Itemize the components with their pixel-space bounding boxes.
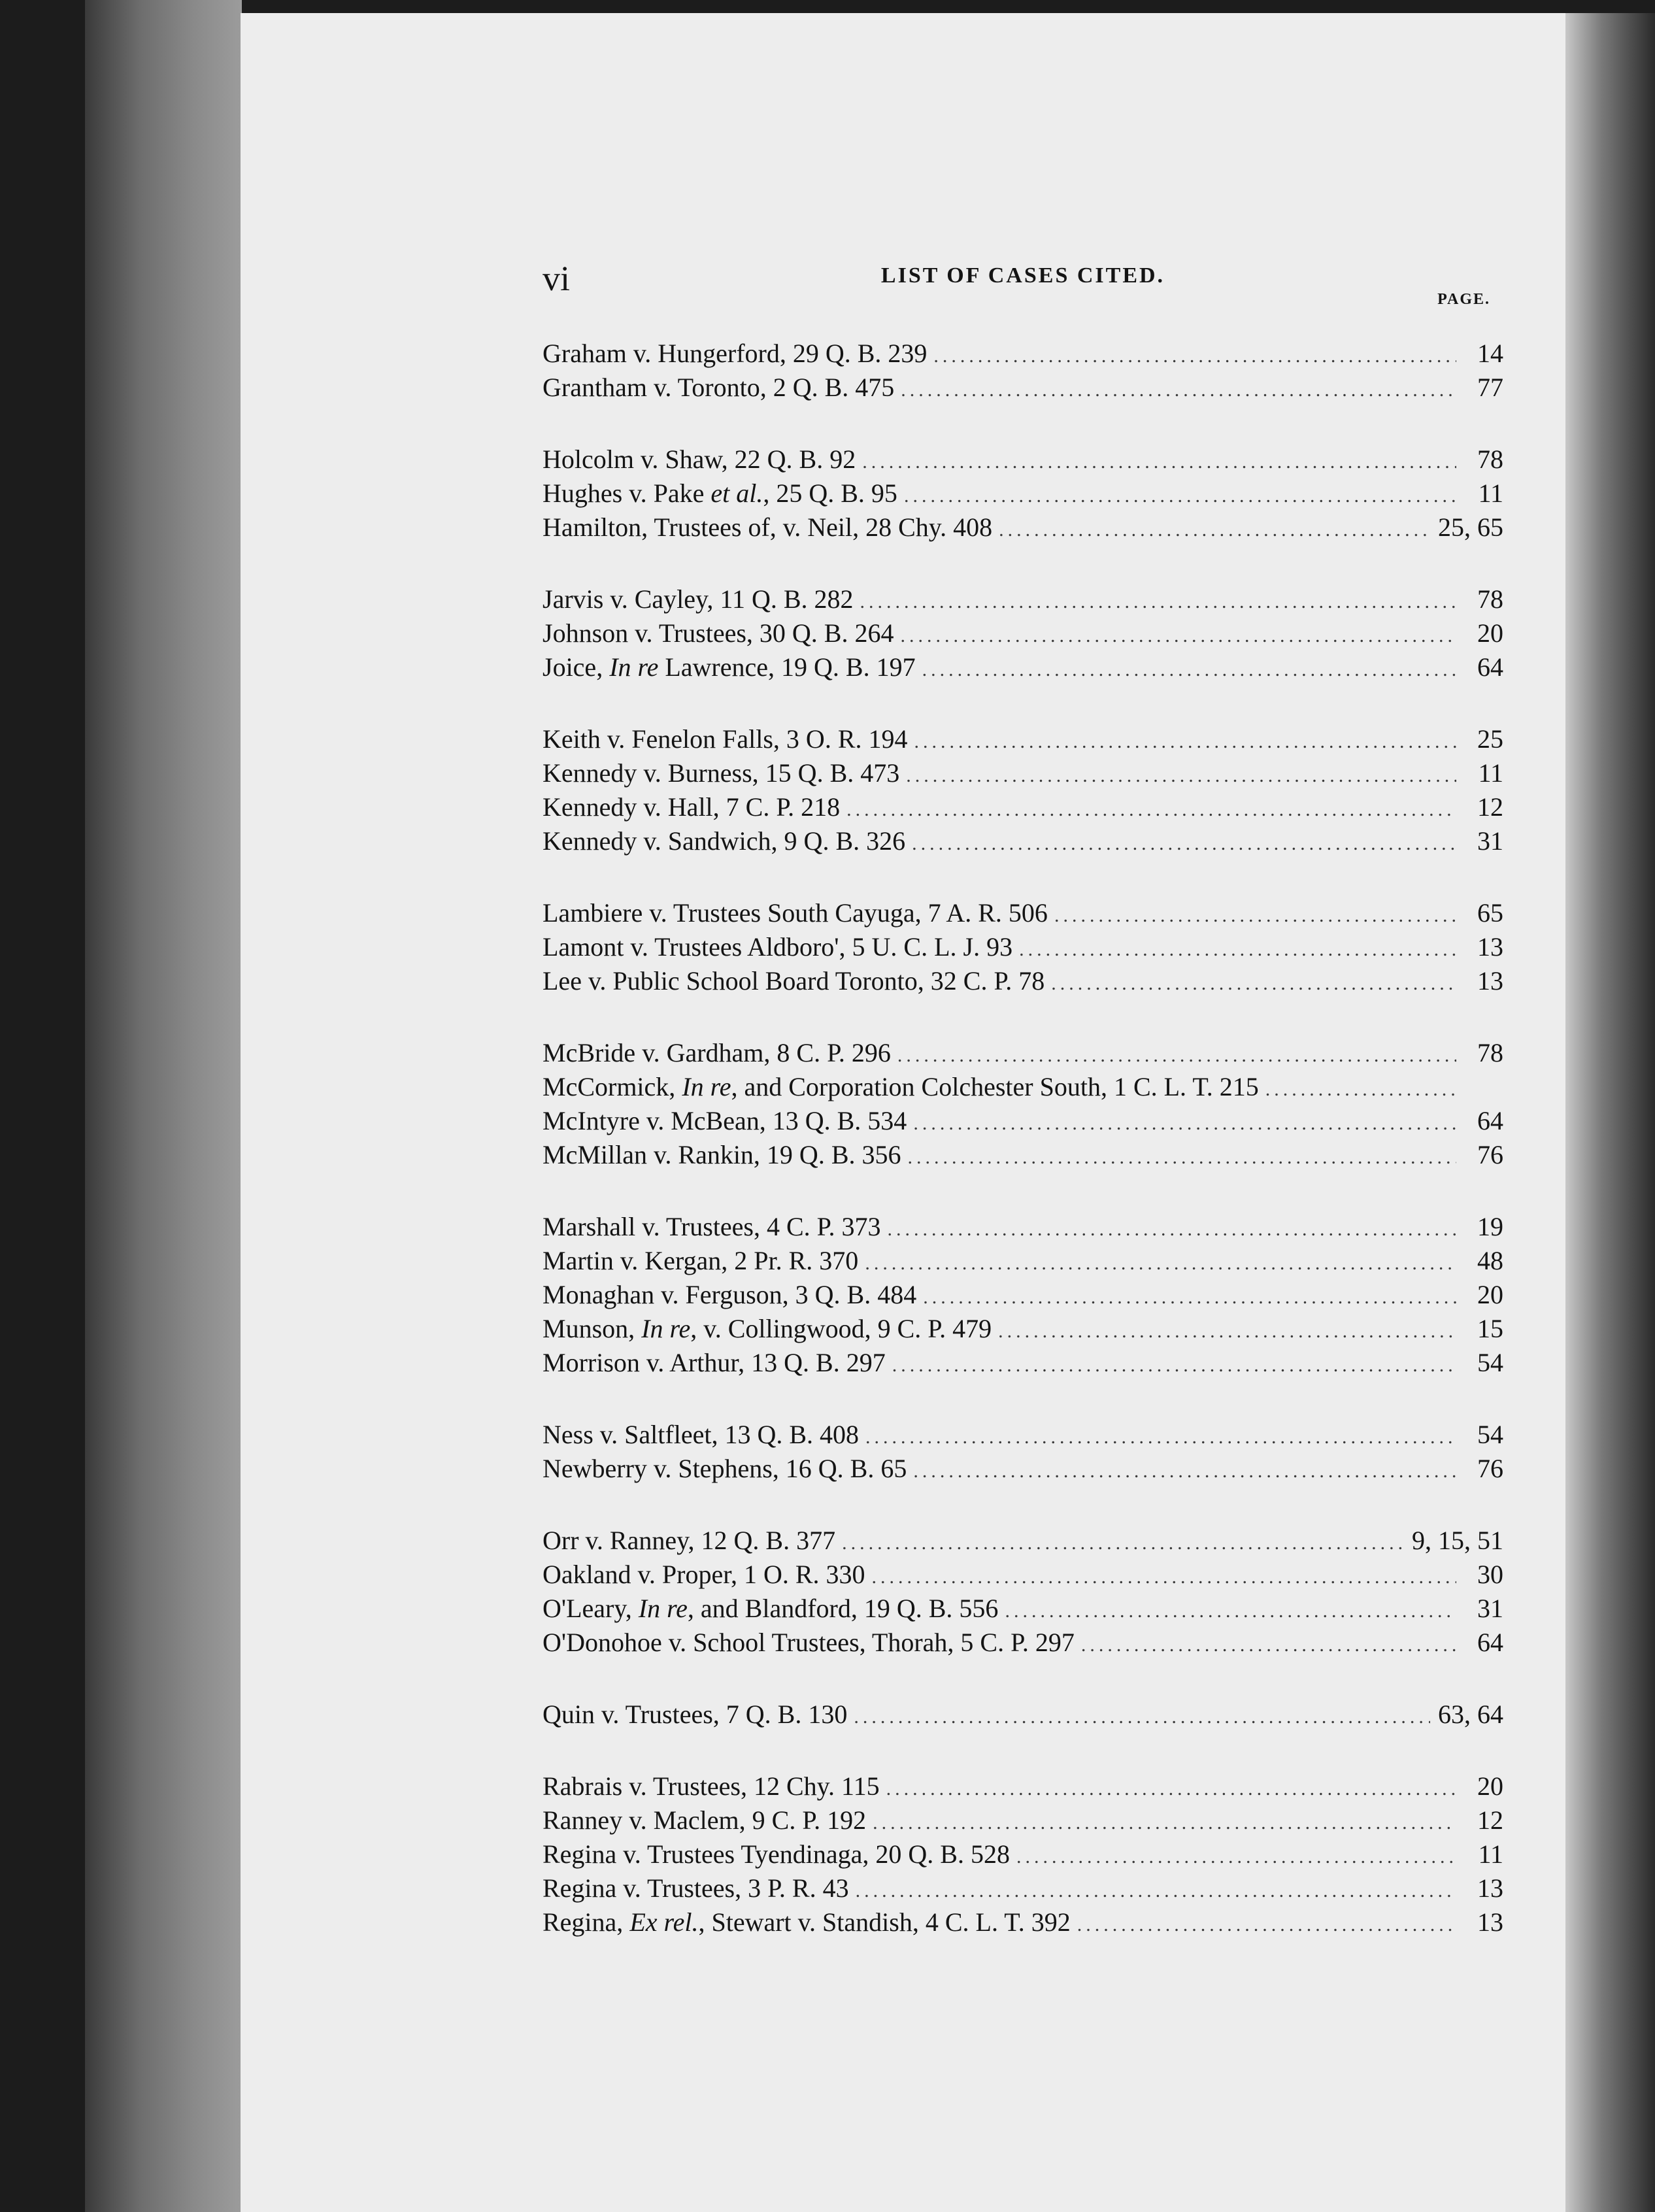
citation-text: Munson, [543,1314,642,1343]
case-entry [543,1524,1503,1558]
page-reference: 13 [1477,966,1503,996]
case-citation [543,1070,1265,1104]
dot-leader [906,759,1456,793]
citation-text: O'Leary, [543,1594,639,1623]
dot-leader [923,1281,1456,1315]
page-reference: 64 [1477,1628,1503,1657]
dot-leader [1016,1840,1456,1874]
dot-leader [901,373,1456,407]
dot-leader [998,1315,1456,1349]
case-citation [543,1905,1077,1939]
dot-leader [999,513,1430,547]
dot-leader [856,1874,1456,1908]
dot-leader [886,1772,1456,1806]
page-reference: 19 [1477,1212,1503,1241]
case-citation: Johnson v. Trustees, 30 Q. B. 264 [543,618,894,648]
case-citation [543,650,922,684]
dot-leader [865,1420,1456,1454]
case-group [543,443,1503,545]
dot-leader [914,725,1457,759]
case-group [543,337,1503,405]
dot-leader [887,1213,1456,1247]
case-citation: Ranney v. Maclem, 9 C. P. 192 [543,1805,867,1835]
dot-leader [897,1039,1456,1073]
case-citation [543,1312,998,1346]
case-entry [543,1244,1503,1278]
case-citation: Lee v. Public School Board Toronto, 32 C. P. 78 [543,966,1045,996]
case-citation: O'Donohoe v. School Trustees, Thorah, 5 C. P. 297 [543,1628,1075,1657]
page-header [543,258,1503,337]
case-group [543,1769,1503,1939]
page-reference: 11 [1478,1839,1503,1869]
case-citation: Regina v. Trustees Tyendinaga, 20 Q. B. 528 [543,1839,1010,1869]
page-reference: 20 [1477,1771,1503,1801]
page-reference: 12 [1477,792,1503,822]
dot-leader [913,1454,1456,1488]
case-citation: McMillan v. Rankin, 19 Q. B. 356 [543,1140,901,1169]
case-citation: McBride v. Gardham, 8 C. P. 296 [543,1038,891,1067]
dot-leader [865,1247,1456,1281]
case-entry [543,964,1503,998]
case-entry [543,1905,1503,1939]
page-edge-shadow [1565,13,1655,2212]
case-entry [543,371,1503,405]
citation-text: McCormick, [543,1072,682,1101]
dot-leader [846,793,1456,827]
page-reference: 13 [1477,1873,1503,1903]
case-citation: Quin v. Trustees, 7 Q. B. 130 [543,1700,848,1729]
page-reference: 54 [1477,1420,1503,1449]
page-reference: 25, 65 [1438,512,1503,542]
dot-leader [872,1560,1456,1594]
case-citation: Lamont v. Trustees Aldboro', 5 U. C. L. J. 93 [543,932,1013,962]
case-citation: Morrison v. Arthur, 13 Q. B. 297 [543,1348,886,1377]
case-entry [543,896,1503,930]
case-citation: Jarvis v. Cayley, 11 Q. B. 282 [543,584,854,614]
dot-leader [1005,1594,1456,1628]
dot-leader [908,1141,1457,1175]
case-citation: Kennedy v. Burness, 15 Q. B. 473 [543,758,900,788]
citation-italic-phrase: Ex rel. [629,1907,699,1937]
case-entry [543,511,1503,545]
page-reference: 13 [1477,932,1503,962]
running-title: LIST OF CASES CITED. [880,263,1165,288]
page-reference: 12 [1477,1805,1503,1835]
case-entry [543,1592,1503,1626]
case-citation: Rabrais v. Trustees, 12 Chy. 115 [543,1771,880,1801]
case-citation: Kennedy v. Hall, 7 C. P. 218 [543,792,841,822]
page-reference: 63, 64 [1438,1700,1503,1729]
dot-leader [933,339,1456,373]
dot-leader [873,1806,1456,1840]
case-citation: Holcolm v. Shaw, 22 Q. B. 92 [543,444,856,474]
page-reference: 76 [1477,1454,1503,1483]
dot-leader [1051,967,1456,1001]
citation-italic-phrase: et al. [710,478,763,508]
citation-text: Regina, [543,1907,630,1937]
case-entry [543,722,1503,756]
case-entry [543,756,1503,790]
dot-leader [892,1349,1456,1382]
case-citation: Regina v. Trustees, 3 P. R. 43 [543,1873,849,1903]
case-entry [543,1418,1503,1452]
citation-text: Joice, [543,652,610,682]
page-reference: 15 [1477,1314,1503,1343]
case-entry [543,790,1503,824]
case-entry [543,1278,1503,1312]
case-group [543,582,1503,684]
dot-leader [1081,1628,1456,1662]
page-reference: 13 [1477,1907,1503,1937]
page-reference: 11 [1478,478,1503,508]
case-citation: Keith v. Fenelon Falls, 3 O. R. 194 [543,724,908,754]
case-entry [543,1871,1503,1905]
dot-leader [842,1526,1404,1560]
page-reference: 78 [1477,584,1503,614]
case-entry [543,930,1503,964]
dot-leader [1077,1908,1456,1942]
case-entry [543,1312,1503,1346]
dot-leader [900,619,1456,653]
case-citation: Kennedy v. Sandwich, 9 Q. B. 326 [543,826,906,856]
case-group [543,1036,1503,1172]
case-citation: Ness v. Saltfleet, 13 Q. B. 408 [543,1420,860,1449]
dot-leader [860,585,1456,619]
case-entry [543,443,1503,477]
page-reference: 78 [1477,444,1503,474]
case-entry [543,824,1503,858]
case-entry [543,1036,1503,1070]
case-entry [543,477,1503,511]
page-reference: 11 [1478,758,1503,788]
page-content [543,258,1503,1977]
case-citation: McIntyre v. McBean, 13 Q. B. 534 [543,1106,907,1135]
case-entry [543,650,1503,684]
citation-text: , and Corporation Colchester South, 1 C. L. T. 215 [731,1072,1259,1101]
case-entry [543,1346,1503,1380]
case-entry [543,1452,1503,1486]
case-citation [543,477,904,511]
page-reference: 25 [1477,724,1503,754]
case-entry [543,582,1503,616]
case-group [543,1210,1503,1380]
case-citation: Newberry v. Stephens, 16 Q. B. 65 [543,1454,907,1483]
page-reference: 76 [1477,1140,1503,1169]
citation-text: Lawrence, 19 Q. B. 197 [658,652,916,682]
page-reference: 30 [1477,1560,1503,1589]
dot-leader [1019,933,1456,967]
case-citation: Marshall v. Trustees, 4 C. P. 373 [543,1212,881,1241]
case-entry [543,1070,1503,1104]
case-entry [543,1104,1503,1138]
dot-leader [854,1700,1430,1734]
page-reference: 14 [1477,339,1503,368]
citation-italic-phrase: In re [641,1314,691,1343]
page-reference: 9, 15, 51 [1412,1526,1503,1555]
case-list [543,337,1503,1939]
page-reference: 78 [1477,1038,1503,1067]
page-column-header: PAGE. [1437,291,1490,308]
case-citation: Oakland v. Proper, 1 O. R. 330 [543,1560,865,1589]
case-entry [543,1558,1503,1592]
dot-leader [913,1107,1456,1141]
page-reference: 31 [1477,826,1503,856]
case-entry [543,616,1503,650]
case-citation: Grantham v. Toronto, 2 Q. B. 475 [543,373,895,402]
page-reference: 31 [1477,1594,1503,1623]
page-reference: 20 [1477,618,1503,648]
case-citation [543,1592,1005,1626]
dot-leader [862,445,1456,479]
page-reference: 64 [1477,652,1503,682]
case-citation: Lambiere v. Trustees South Cayuga, 7 A. R. 506 [543,898,1048,928]
citation-text: Hughes v. Pake [543,478,711,508]
page-number: vi [543,259,571,298]
case-entry [543,1698,1503,1732]
citation-italic-phrase: In re [638,1594,688,1623]
case-entry [543,1210,1503,1244]
case-entry [543,1138,1503,1172]
case-citation: Graham v. Hungerford, 29 Q. B. 239 [543,339,928,368]
page-reference: 77 [1477,373,1503,402]
case-entry [543,337,1503,371]
citation-italic-phrase: In re [609,652,659,682]
page-reference: 48 [1477,1246,1503,1275]
dot-leader [922,653,1456,687]
citation-text: , and Blandford, 19 Q. B. 556 [687,1594,999,1623]
case-group [543,1698,1503,1732]
dot-leader [1265,1073,1456,1107]
dot-leader [904,479,1456,513]
case-group [543,1418,1503,1486]
book-spine-shadow [85,0,242,2212]
case-group [543,896,1503,998]
citation-text: , Stewart v. Standish, 4 C. L. T. 392 [698,1907,1071,1937]
page-reference: 64 [1477,1106,1503,1135]
page-reference: 20 [1477,1280,1503,1309]
case-citation: Hamilton, Trustees of, v. Neil, 28 Chy. 408 [543,512,993,542]
page-reference: 54 [1477,1348,1503,1377]
case-citation: Orr v. Ranney, 12 Q. B. 377 [543,1526,836,1555]
case-group [543,722,1503,858]
dot-leader [1054,899,1456,933]
dot-leader [912,827,1456,861]
citation-text: , 25 Q. B. 95 [763,478,897,508]
page-reference: 65 [1477,898,1503,928]
case-citation: Monaghan v. Ferguson, 3 Q. B. 484 [543,1280,917,1309]
case-group [543,1524,1503,1660]
case-citation: Martin v. Kergan, 2 Pr. R. 370 [543,1246,859,1275]
case-entry [543,1837,1503,1871]
citation-text: , v. Collingwood, 9 C. P. 479 [690,1314,992,1343]
case-entry [543,1769,1503,1803]
case-entry [543,1626,1503,1660]
citation-italic-phrase: In re [682,1072,731,1101]
case-entry [543,1803,1503,1837]
